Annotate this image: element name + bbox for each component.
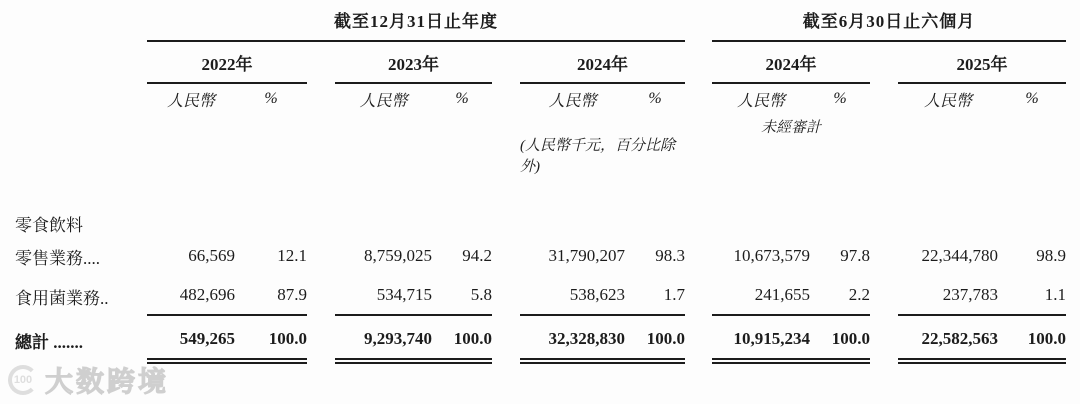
row-label-retail: 零售業務....: [15, 248, 100, 268]
value-cell: 1.1: [998, 276, 1066, 316]
year-header-2024: 2024年: [520, 42, 685, 84]
subheader-rmb: 人民幣: [923, 92, 972, 110]
value-cell: 8,759,025: [364, 246, 432, 265]
total-value-cell: 100.0: [810, 316, 870, 364]
year-header-2025: 2025年: [898, 42, 1066, 84]
col-group-interim-header: 截至6月30日止六個月: [712, 8, 1066, 42]
subheader-rmb: 人民幣: [736, 92, 785, 110]
year-header-2024-interim: 2024年: [712, 42, 870, 84]
value-cell: 538,623: [520, 276, 625, 316]
total-value-cell: 100.0: [235, 316, 307, 364]
value-cell: 98.3: [655, 246, 685, 265]
value-cell: 10,673,579: [733, 246, 810, 265]
subheader-pct: %: [455, 90, 469, 107]
value-cell: 237,783: [898, 276, 998, 316]
total-value-cell: 22,582,563: [898, 316, 998, 364]
subheader-pct: %: [264, 90, 278, 107]
value-cell: 97.8: [840, 246, 870, 265]
section-label-snacks-beverages: 零食飲料: [15, 215, 83, 235]
subheader-pct: %: [833, 90, 847, 107]
subheader-rmb: 人民幣: [166, 92, 215, 110]
value-cell: 66,569: [188, 246, 235, 265]
value-cell: 241,655: [712, 276, 810, 316]
total-value-cell: 10,915,234: [712, 316, 810, 364]
total-value-cell: 100.0: [625, 316, 685, 364]
value-cell: 31,790,207: [548, 246, 625, 265]
subheader-rmb: 人民幣: [359, 92, 408, 110]
total-value-cell: 32,328,830: [520, 316, 625, 364]
row-label-total: 總計 .......: [15, 332, 83, 352]
total-value-cell: 9,293,740: [335, 316, 432, 364]
year-header-2022: 2022年: [147, 42, 307, 84]
total-value-cell: 100.0: [432, 316, 492, 364]
watermark-text: 大数跨境: [45, 366, 170, 397]
value-cell: 22,344,780: [921, 246, 998, 265]
value-cell: 534,715: [335, 276, 432, 316]
subheader-pct: %: [648, 90, 662, 107]
value-cell: 5.8: [432, 276, 492, 316]
unaudited-note: 未經審計: [760, 119, 821, 136]
value-cell: 2.2: [810, 276, 870, 316]
value-cell: 1.7: [625, 276, 685, 316]
watermark-logo-icon: 100: [8, 365, 38, 395]
value-cell: 482,696: [147, 276, 235, 316]
value-cell: 12.1: [277, 246, 307, 265]
value-cell: 87.9: [235, 276, 307, 316]
value-cell: 94.2: [462, 246, 492, 265]
subheader-pct: %: [1025, 90, 1039, 107]
col-group-annual-header: 截至12月31日止年度: [147, 8, 685, 42]
subheader-rmb: 人民幣: [548, 92, 597, 110]
unit-note: (人民幣千元，百分比除外): [520, 138, 675, 175]
value-cell: 98.9: [1036, 246, 1066, 265]
row-label-edible-fungi: 食用菌業務..: [15, 288, 109, 308]
total-value-cell: 549,265: [147, 316, 235, 364]
year-header-2023: 2023年: [335, 42, 492, 84]
watermark: [8, 360, 169, 400]
total-value-cell: 100.0: [998, 316, 1066, 364]
